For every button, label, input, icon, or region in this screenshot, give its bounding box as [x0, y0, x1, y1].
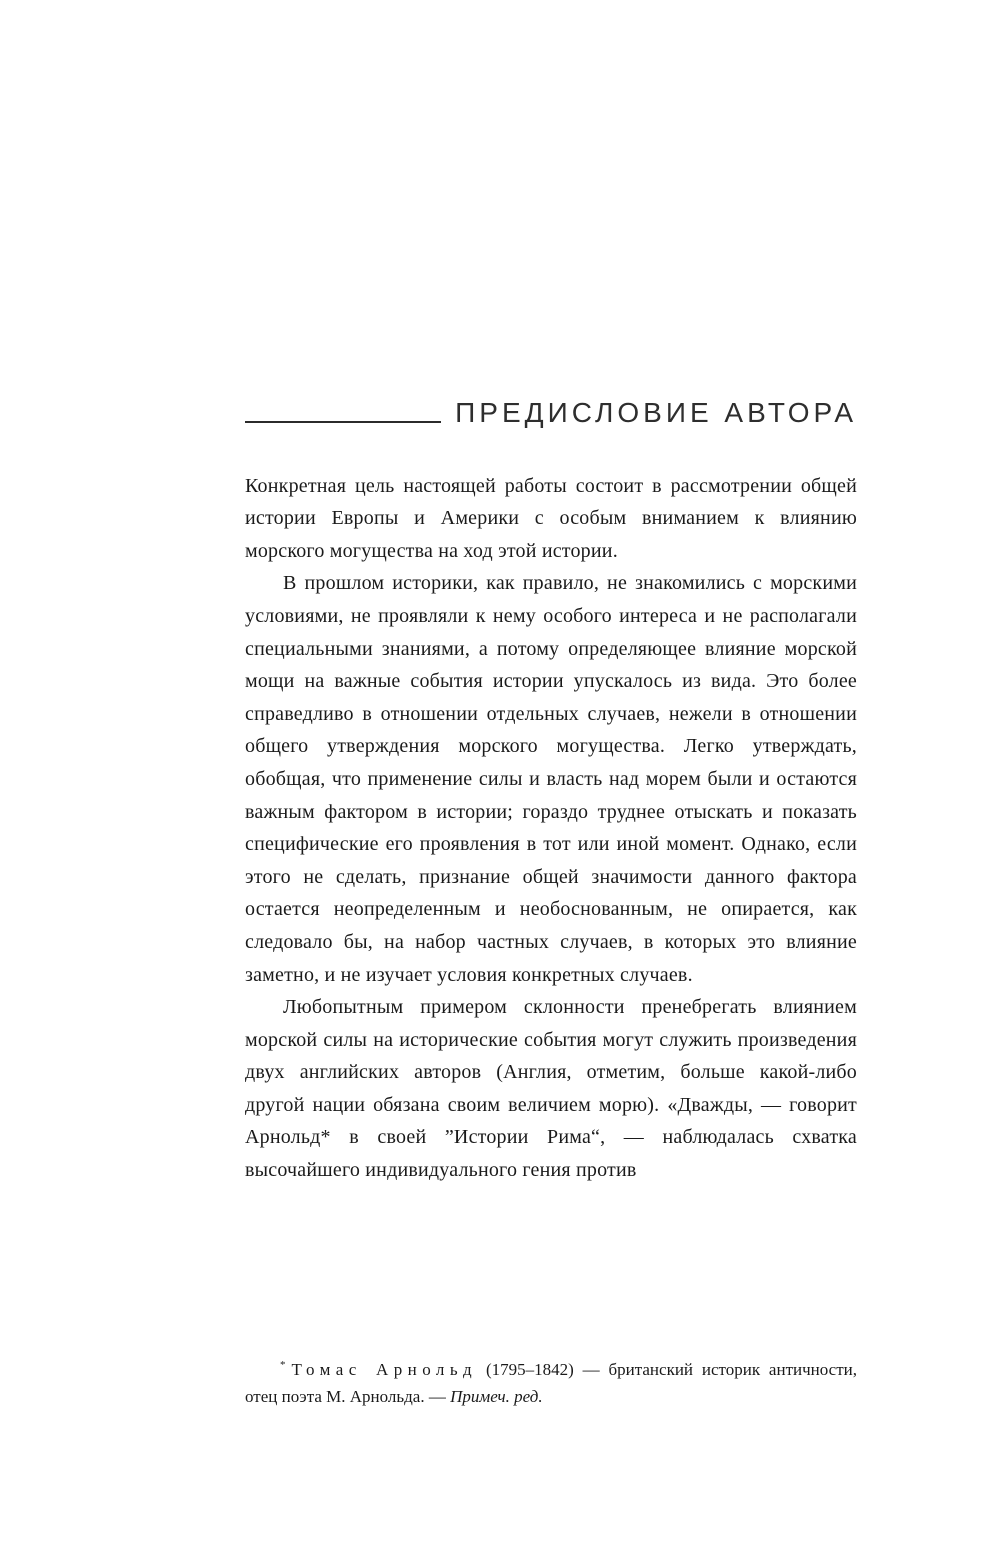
- footnote-body: (1795–1842) — британский историк античности, отец поэта М. Арнольда. —: [245, 1360, 857, 1406]
- heading-rule: [245, 421, 441, 423]
- footnote-editor-note: Примеч. ред.: [450, 1387, 543, 1406]
- body-text: [245, 470, 857, 1187]
- chapter-heading-row: [245, 396, 857, 430]
- paragraph-3: Любопытным примером склонности пренебрегать влиянием морской силы на исторические события могут служить произведения двух английских авторов (Англия, отметим, больше какой-либо другой нации обязана своим величием морю). «Дважды, — говорит Арнольд* в своей ”Истории Рима“, — наблюдалась схватка высочайшего индивидуального гения против: [245, 996, 857, 1182]
- footnote: [245, 1356, 857, 1410]
- paragraph-2: В прошлом историки, как правило, не знакомились с морскими условиями, не проявляли к нему особого интереса и не располагали специальными знаниями, а потому определяющее влияние морской мощи на важные события истории упускалось из вида. Это более справедливо в отношении отдельных случаев, нежели в отношении общего утверждения морского могущества. Легко утверждать, обобщая, что применение силы и власть над морем были и остаются важным фактором в истории; гораздо труднее отыскать и показать специфические его проявления в тот или иной момент. Однако, если этого не сделать, признание общей значимости данного фактора остается неопределенным и необоснованным, не опирается, как следовало бы, на набор частных случаев, в которых это влияние заметно, и не изучает условия конкретных случаев.: [245, 572, 857, 986]
- chapter-title: ПРЕДИСЛОВИЕ АВТОРА: [455, 397, 857, 428]
- footnote-marker: *: [280, 1359, 286, 1372]
- paragraph-1: Конкретная цель настоящей работы состоит в рассмотрении общей истории Европы и Америки с особым вниманием к влиянию морского могущества на ход этой истории.: [245, 474, 857, 562]
- footnote-text: [245, 1356, 857, 1410]
- page-content: [245, 396, 857, 1187]
- footnote-author-name: Томас Арнольд: [291, 1360, 478, 1379]
